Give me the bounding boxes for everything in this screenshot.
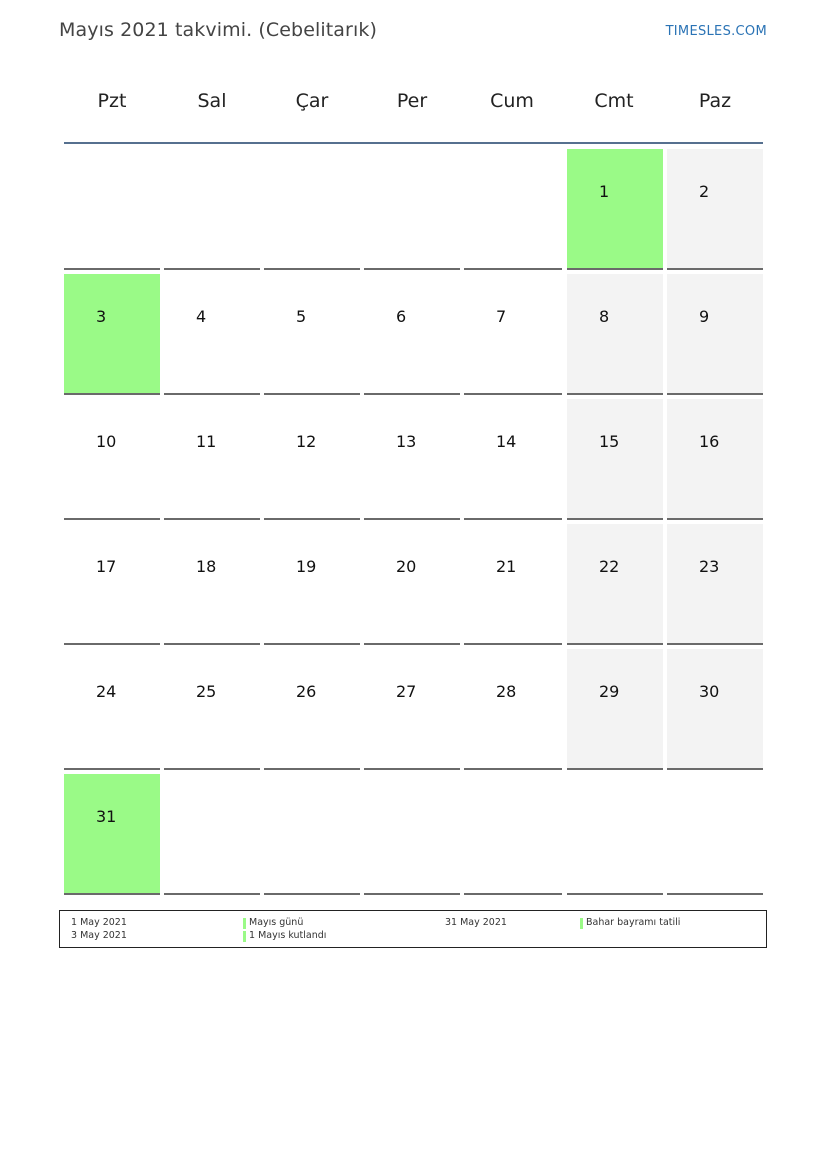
day-cell-16[interactable] xyxy=(667,399,763,520)
day-cell-5[interactable] xyxy=(264,274,360,395)
day-number: 9 xyxy=(699,307,710,326)
empty-day-cell xyxy=(164,774,260,895)
day-cell-25[interactable] xyxy=(164,649,260,770)
holiday-color-marker xyxy=(243,931,246,942)
legend-holiday-name: Bahar bayramı tatili xyxy=(580,917,680,928)
day-cell-27[interactable] xyxy=(364,649,460,770)
day-number: 1 xyxy=(599,182,610,201)
header-divider xyxy=(64,142,763,144)
day-cell-2[interactable] xyxy=(667,149,763,270)
day-number: 29 xyxy=(599,682,620,701)
day-number: 19 xyxy=(296,557,317,576)
empty-day-cell xyxy=(364,774,460,895)
day-number: 28 xyxy=(496,682,517,701)
day-number: 30 xyxy=(699,682,720,701)
day-cell-7[interactable] xyxy=(464,274,562,395)
day-number: 16 xyxy=(699,432,720,451)
legend-date: 1 May 2021 xyxy=(71,917,127,928)
day-cell-1[interactable] xyxy=(567,149,663,270)
day-cell-13[interactable] xyxy=(364,399,460,520)
day-number: 15 xyxy=(599,432,620,451)
day-number: 18 xyxy=(196,557,217,576)
empty-day-cell xyxy=(567,774,663,895)
day-cell-24[interactable] xyxy=(64,649,160,770)
empty-day-cell xyxy=(264,774,360,895)
day-cell-6[interactable] xyxy=(364,274,460,395)
legend-date: 31 May 2021 xyxy=(445,917,507,928)
day-cell-19[interactable] xyxy=(264,524,360,645)
weekday-saturday: Cmt xyxy=(594,90,634,112)
day-cell-17[interactable] xyxy=(64,524,160,645)
legend-date: 3 May 2021 xyxy=(71,930,127,941)
day-cell-20[interactable] xyxy=(364,524,460,645)
day-number: 20 xyxy=(396,557,417,576)
day-number: 17 xyxy=(96,557,117,576)
empty-day-cell xyxy=(164,149,260,270)
weekday-friday: Cum xyxy=(490,90,534,112)
weekday-wednesday: Çar xyxy=(295,90,329,112)
day-cell-23[interactable] xyxy=(667,524,763,645)
day-number: 14 xyxy=(496,432,517,451)
day-cell-30[interactable] xyxy=(667,649,763,770)
day-number: 26 xyxy=(296,682,317,701)
day-number: 2 xyxy=(699,182,710,201)
holiday-color-marker xyxy=(243,918,246,929)
day-number: 22 xyxy=(599,557,620,576)
weekday-sunday: Paz xyxy=(698,90,732,112)
day-cell-14[interactable] xyxy=(464,399,562,520)
day-cell-4[interactable] xyxy=(164,274,260,395)
day-cell-8[interactable] xyxy=(567,274,663,395)
legend-holiday-name: 1 Mayıs kutlandı xyxy=(243,930,326,941)
day-number: 6 xyxy=(396,307,407,326)
legend-holiday-name: Mayıs günü xyxy=(243,917,303,928)
day-cell-26[interactable] xyxy=(264,649,360,770)
page-title: Mayıs 2021 takvimi. (Cebelitarık) xyxy=(59,19,377,41)
empty-day-cell xyxy=(464,774,562,895)
day-cell-12[interactable] xyxy=(264,399,360,520)
day-number: 3 xyxy=(96,307,107,326)
day-cell-21[interactable] xyxy=(464,524,562,645)
day-cell-11[interactable] xyxy=(164,399,260,520)
empty-day-cell xyxy=(264,149,360,270)
empty-day-cell xyxy=(667,774,763,895)
day-number: 7 xyxy=(496,307,507,326)
weekday-header-row xyxy=(63,90,763,120)
weekday-tuesday: Sal xyxy=(197,90,227,112)
brand-link[interactable]: TIMESLES.COM xyxy=(665,24,767,39)
day-number: 21 xyxy=(496,557,517,576)
holiday-legend xyxy=(59,910,767,948)
day-cell-28[interactable] xyxy=(464,649,562,770)
day-number: 25 xyxy=(196,682,217,701)
day-cell-22[interactable] xyxy=(567,524,663,645)
day-number: 11 xyxy=(196,432,217,451)
holiday-color-marker xyxy=(580,918,583,929)
day-number: 23 xyxy=(699,557,720,576)
day-number: 24 xyxy=(96,682,117,701)
day-number: 13 xyxy=(396,432,417,451)
day-number: 5 xyxy=(296,307,307,326)
day-cell-18[interactable] xyxy=(164,524,260,645)
day-number: 31 xyxy=(96,807,117,826)
day-cell-29[interactable] xyxy=(567,649,663,770)
day-number: 8 xyxy=(599,307,610,326)
empty-day-cell xyxy=(464,149,562,270)
day-number: 4 xyxy=(196,307,207,326)
weekday-monday: Pzt xyxy=(97,90,127,112)
day-number: 12 xyxy=(296,432,317,451)
empty-day-cell xyxy=(64,149,160,270)
weekday-thursday: Per xyxy=(396,90,428,112)
day-cell-31[interactable] xyxy=(64,774,160,895)
day-cell-15[interactable] xyxy=(567,399,663,520)
day-cell-9[interactable] xyxy=(667,274,763,395)
day-cell-10[interactable] xyxy=(64,399,160,520)
day-number: 10 xyxy=(96,432,117,451)
day-number: 27 xyxy=(396,682,417,701)
day-cell-3[interactable] xyxy=(64,274,160,395)
empty-day-cell xyxy=(364,149,460,270)
